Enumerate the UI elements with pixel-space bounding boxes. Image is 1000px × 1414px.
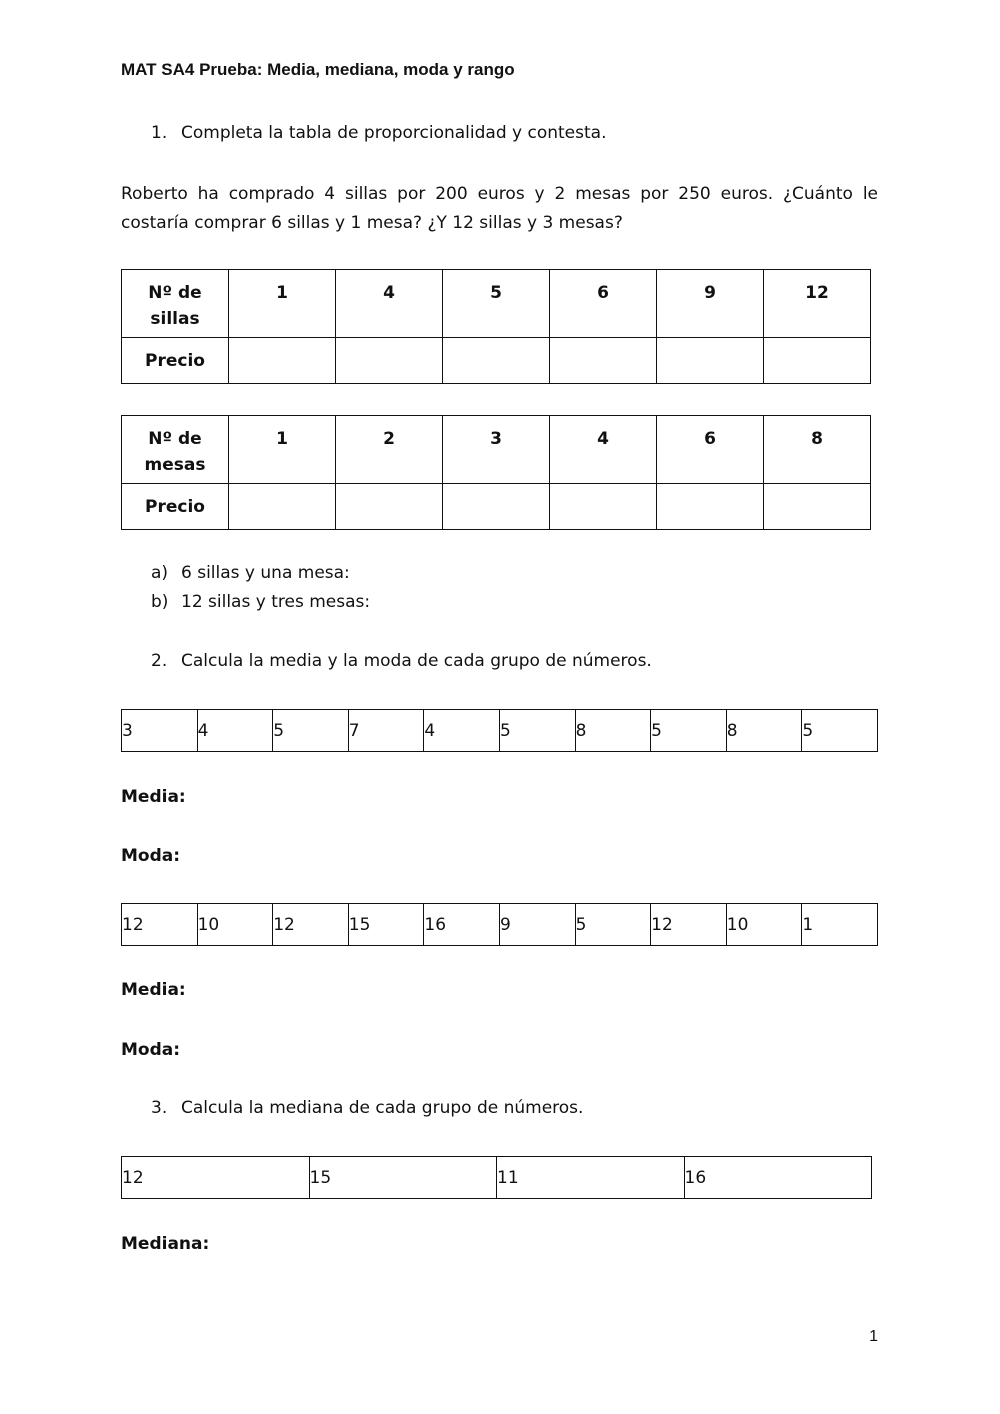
value-cell: 1	[229, 270, 336, 338]
question-text: Calcula la mediana de cada grupo de números.	[181, 1098, 584, 1118]
sub-text: 12 sillas y tres mesas:	[181, 592, 371, 612]
number-cell: 10	[197, 904, 273, 946]
number-cell: 12	[122, 904, 198, 946]
value-cell: 2	[336, 416, 443, 484]
table-mesas	[121, 415, 871, 530]
answer-cell[interactable]	[550, 338, 657, 384]
number-cell: 3	[122, 710, 198, 752]
number-cell: 10	[726, 904, 802, 946]
value-cell: 1	[229, 416, 336, 484]
price-label: Precio	[122, 338, 229, 384]
value-cell: 6	[657, 416, 764, 484]
page-number: 1	[869, 1328, 878, 1345]
numbers-table-2	[121, 903, 878, 946]
number-cell: 15	[348, 904, 424, 946]
numbers-table-1	[121, 709, 878, 752]
table-sillas	[121, 269, 871, 384]
mediana-label: Mediana:	[121, 1234, 210, 1254]
moda-label: Moda:	[121, 846, 181, 866]
answer-cell[interactable]	[336, 484, 443, 530]
number-cell: 12	[122, 1157, 310, 1199]
value-cell: 9	[657, 270, 764, 338]
question-text: Calcula la media y la moda de cada grupo de números.	[181, 651, 652, 671]
header-label: Nº de mesas	[122, 416, 229, 484]
answer-cell[interactable]	[229, 484, 336, 530]
sub-text: 6 sillas y una mesa:	[181, 563, 350, 583]
value-cell: 4	[336, 270, 443, 338]
sub-letter: a)	[151, 563, 169, 583]
value-cell: 6	[550, 270, 657, 338]
answer-cell[interactable]	[657, 338, 764, 384]
value-cell: 8	[764, 416, 871, 484]
number-cell: 12	[651, 904, 727, 946]
answer-cell[interactable]	[657, 484, 764, 530]
problem-statement: Roberto ha comprado 4 sillas por 200 euros y 2 mesas por 250 euros. ¿Cuánto le costaría comprar 6 sillas y 1 mesa? ¿Y 12 sillas y 3 mesas?	[121, 184, 878, 233]
number-cell: 11	[497, 1157, 685, 1199]
answer-cell[interactable]	[229, 338, 336, 384]
number-cell: 15	[309, 1157, 497, 1199]
number-cell: 16	[424, 904, 500, 946]
media-label: Media:	[121, 980, 186, 1000]
number-cell: 7	[348, 710, 424, 752]
answer-cell[interactable]	[336, 338, 443, 384]
number-cell: 9	[499, 904, 575, 946]
media-label: Media:	[121, 787, 186, 807]
header-label: Nº de sillas	[122, 270, 229, 338]
number-cell: 5	[802, 710, 878, 752]
value-cell: 3	[443, 416, 550, 484]
number-cell: 5	[575, 904, 651, 946]
price-label: Precio	[122, 484, 229, 530]
question-number: 3.	[151, 1098, 168, 1118]
value-cell: 12	[764, 270, 871, 338]
moda-label: Moda:	[121, 1040, 181, 1060]
number-cell: 5	[499, 710, 575, 752]
number-cell: 5	[273, 710, 349, 752]
number-cell: 16	[684, 1157, 872, 1199]
answer-cell[interactable]	[550, 484, 657, 530]
question-number: 1.	[151, 123, 168, 143]
question-text: Completa la tabla de proporcionalidad y contesta.	[181, 123, 607, 143]
number-cell: 8	[726, 710, 802, 752]
number-cell: 5	[651, 710, 727, 752]
number-cell: 4	[424, 710, 500, 752]
value-cell: 4	[550, 416, 657, 484]
numbers-table-3	[121, 1156, 872, 1199]
page-title: MAT SA4 Prueba: Media, mediana, moda y rango	[121, 60, 515, 79]
number-cell: 8	[575, 710, 651, 752]
number-cell: 1	[802, 904, 878, 946]
sub-letter: b)	[151, 592, 169, 612]
answer-cell[interactable]	[764, 484, 871, 530]
answer-cell[interactable]	[764, 338, 871, 384]
answer-cell[interactable]	[443, 338, 550, 384]
number-cell: 4	[197, 710, 273, 752]
number-cell: 12	[273, 904, 349, 946]
value-cell: 5	[443, 270, 550, 338]
question-number: 2.	[151, 651, 168, 671]
answer-cell[interactable]	[443, 484, 550, 530]
